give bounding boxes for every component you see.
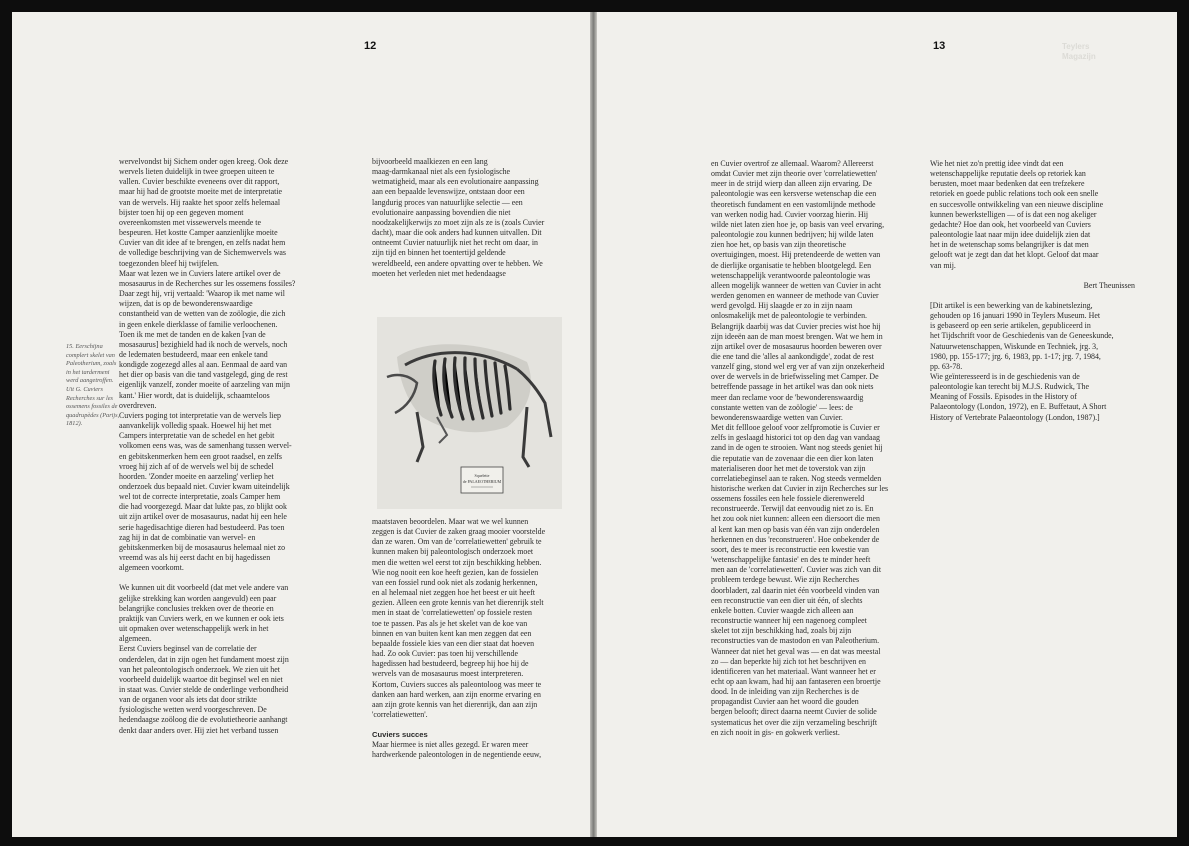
text-line: werden genomen en wanneer de methode van Cuvier xyxy=(711,291,879,301)
text-line: zijn tijd en binnen het toentertijd geldende xyxy=(372,248,506,258)
text-line: echt op aan kwam, had hij aan fantaseren een broertje xyxy=(711,676,881,686)
text-line: noodzakelijkerwijs zo moet zijn als ze is (zoals Cuvier xyxy=(372,217,545,227)
text-line: pp. 63-78. xyxy=(930,361,963,371)
text-line: wilde niet laten zien hoe je, op basis van veel ervaring, xyxy=(711,219,885,229)
text-line: mosasaurus] bezighield had ik noch de wervels, noch xyxy=(119,339,288,349)
text-line: aan zijn grote kennis van het dierenrijk, dan aan zijn xyxy=(372,699,538,709)
text-line: van mij. xyxy=(930,260,956,270)
text-line: theoretisch fundament en een vastomlijnde methode xyxy=(711,199,876,209)
text-line: skelet tot zijn beschikking had, zoals bij zijn xyxy=(711,626,852,636)
text-line: berusten, moet maar bedenken dat een trefzekere xyxy=(930,179,1085,189)
text-line: Met dit felllooe geloof voor zelfpromotie is Cuvier er xyxy=(711,423,880,433)
text-line: en gebitskenmerken hem een groot raadsel, en zelfs xyxy=(119,451,283,461)
text-line: historische werken dat Cuvier in zijn Recherches sur les xyxy=(711,484,889,493)
text-line: gebitskenmerken bij de mosasaurus helemaal niet zo xyxy=(119,542,286,552)
right-column-2 xyxy=(930,159,1135,423)
text-line: Natuurwetenschappen, Wiskunde en Techniek, jrg. 3, xyxy=(930,341,1099,351)
left-column-2-top xyxy=(372,157,568,279)
text-line: wel tot de correcte interpretatie, zoals Camper hem xyxy=(119,492,281,502)
text-line: wervels lieten duidelijk in twee groepen uiteen te xyxy=(119,167,275,177)
text-line: zijn ideeën aan de man moest brengen. Wat we hem in xyxy=(711,331,883,341)
text-line: ontneemt Cuvier natuurlijk niet het recht om daar, in xyxy=(372,238,538,248)
text-line: onderzoek dus bepaald niet. Cuvier kwam uiteindelijk xyxy=(119,482,290,491)
text-line: hoorden. 'Zonder moeite en aarzeling' verliep het xyxy=(119,471,274,481)
text-line: danken aan hard werken, aan zijn enorme ervaring en xyxy=(372,689,541,699)
text-line: eigenlijk vanzelf, zonder moeite of aarzeling van mijn xyxy=(119,380,290,390)
text-line: paleontologie zou kunnen bedrijven; hij wilde laten xyxy=(711,230,874,240)
text-line: propagandist Cuvier aan het woord die gouden xyxy=(711,697,859,707)
text-line: vanzelf ging, stond wel erg ver af van zijn onzekerheid xyxy=(711,362,885,372)
section-heading: Cuviers succes xyxy=(372,730,428,740)
text-line: bergen belooft; direct daarna neemt Cuvier de solide xyxy=(711,707,877,717)
figure-margin-caption: 15. Eerschijna complert skelet van Paleotherium, zoals in het tardermeni werd aangetroffen. Uit G. Cuviers Recherches sur les ossemens fossiles de quadrupèdes (Parijs, 1812). xyxy=(66,343,120,428)
paragraph xyxy=(372,740,568,760)
text-line: materialiseren door het met de toverstok van zijn xyxy=(711,463,866,473)
text-line: zien hoe het, op basis van zijn theoretische xyxy=(711,240,846,250)
text-line: en succesvolle ontwikkeling van een nieuwe discipline xyxy=(930,199,1104,209)
text-line: men die wetten wel eerst tot zijn beschikking hebben. xyxy=(372,557,542,567)
text-line: bepaalde fossiele kies van een dier staat dat hoeven xyxy=(372,638,535,648)
text-line: de ledematen bestudeerd, maar een enkele tand xyxy=(119,349,268,359)
text-line: onderdelen, dat in zijn ogen het fundament moest zijn xyxy=(119,654,289,664)
text-line: mosasaurus in de Recherches sur les ossemens fossiles? xyxy=(119,278,296,288)
text-line: soort, des te meer is reconstructie een kwestie van xyxy=(711,544,869,554)
text-line: Belangrijk daarbij was dat Cuvier precies wist hoe hij xyxy=(711,321,881,331)
text-line: van de wervels. Hij raakte het spoor zelfs helemaal xyxy=(119,197,281,207)
text-line: bijvoorbeeld maalkiezen en een lang xyxy=(372,157,488,166)
text-line: werd gevolgd. Hij slaagde er zo in zijn naam xyxy=(711,301,853,311)
page-number-left: 12 xyxy=(364,40,377,52)
text-line: meer in de strijd wierp dan alleen zijn ervaring. De xyxy=(711,179,872,189)
text-line: History of Vertebrate Palaeontology (London, 1987).] xyxy=(930,412,1100,422)
text-line: binnen en van buiten kent kan men zeggen dat een xyxy=(372,628,532,638)
text-line: Meaning of Fossils. Episodes in the History of xyxy=(930,392,1077,402)
text-line: Kortom, Cuviers succes als paleontoloog was meer te xyxy=(372,679,542,689)
text-line: Maar hiermee is niet alles gezegd. Er waren meer xyxy=(372,740,529,750)
text-line: in staat was. Cuvier stelde de onderlinge verbondheid xyxy=(119,684,289,694)
text-line: Wie geïnteresseerd is in de geschiedenis van de xyxy=(930,371,1080,381)
text-line: volkomen eens was, was de samenhang tussen wervel- xyxy=(119,441,292,451)
text-line: bespeuren. Het kostte Camper aanzienlijke moeite xyxy=(119,228,278,238)
text-line: hardwerkende paleontologen in de negentiende eeuw, xyxy=(372,750,542,760)
text-line: kunnen bewerkstelligen — of is dat een nog akeliger xyxy=(930,209,1097,219)
book-gutter xyxy=(590,12,597,837)
figure-plate-label: de PALAEOTHERIUM xyxy=(462,479,502,484)
text-line: Toen ik me met de tanden en de kaken [van de xyxy=(119,329,266,339)
text-line: van werken nodig had. Cuvier voorzag hierin. Hij xyxy=(711,209,869,219)
text-line: paleontologie kan terecht bij M.J.S. Rudwick, The xyxy=(930,382,1089,392)
text-line: serie hagedisachtige dieren had bestudeerd. Pas toen xyxy=(119,522,285,532)
text-line: gelijke strekking kan worden aangevuld) een paar xyxy=(119,593,277,603)
paragraph xyxy=(930,159,1135,271)
author-signature: Bert Theunissen xyxy=(1083,280,1135,290)
text-line: dacht), maar die ook anders had kunnen uitvallen. Dit xyxy=(372,228,542,238)
text-line: zag hij in dat de combinatie van wervel- en xyxy=(119,532,256,542)
text-line: algemeen. xyxy=(119,634,152,644)
text-line: men in staat de 'correlatiewetten' op fossiele resten xyxy=(372,608,532,618)
text-line: maag-darmkanaal niet als een fysiologische xyxy=(372,167,511,177)
text-line: men aan de 'correlatiewetten'. Cuvier was zich van dit xyxy=(711,565,882,575)
left-column-2-bottom xyxy=(372,517,568,761)
left-column-1 xyxy=(119,157,354,736)
text-line: ossemens fossiles een hele fossiele dierenwereld xyxy=(711,494,865,504)
text-line: van de organen voor als iets dat door strikte xyxy=(119,695,257,705)
text-line: 'correlatiewetten'. xyxy=(372,709,428,719)
text-line: aan een bepaalde levenswijze, ontstaan door een xyxy=(372,187,525,197)
text-line: bewonderenswaardige wetten van Cuvier. xyxy=(711,412,843,422)
text-line: [Dit artikel is een bewerking van de kabinetslezing, xyxy=(930,300,1093,310)
text-line: probleem terdege bewust. Wie zijn Recherches xyxy=(711,575,860,585)
text-line: Maar wat lezen we in Cuviers latere artikel over de xyxy=(119,268,281,278)
text-line: wijzen, dat is op de bewonderenswaardige xyxy=(119,299,253,309)
text-line: herkennen en dus 'reconstrueren'. Hoe onbekender de xyxy=(711,534,880,544)
text-line: wetmatigheid, maar als een evolutionaire aanpassing xyxy=(372,177,539,187)
text-line: hagedissen had bestudeerd, begreep hij hoe hij de xyxy=(372,659,529,669)
paragraph xyxy=(119,583,354,735)
text-line: hedendaagse zoöloog die de evolutietheorie aanhangt xyxy=(119,715,288,725)
text-line: het dier op basis van die tand vastgelegd, ging de rest xyxy=(119,370,288,380)
text-line: van een fossiel rund ook niet als zodanig herkennen, xyxy=(372,577,538,587)
text-line: wervels van de mosasaurus moest interpreteren. xyxy=(372,669,524,679)
text-line: over de wervels in de briefwisseling met Camper. De xyxy=(711,372,879,382)
paragraph xyxy=(372,517,568,720)
text-line: langdurig proces van natuurlijke selectie — een xyxy=(372,197,523,207)
text-line: uit opmaken over wetenschappelijk werk in het xyxy=(119,624,269,634)
text-line: Wie nog nooit een koe heeft gezien, kan de fossielen xyxy=(372,567,539,577)
text-line: zelfs in geslaagd historici tot op den dag van vandaag xyxy=(711,433,880,443)
text-line: enkele botten. Cuvier waagde zich alleen aan xyxy=(711,605,854,615)
text-line: Cuviers poging tot interpretatie van de wervels liep xyxy=(119,410,281,420)
skeleton-illustration xyxy=(377,317,562,509)
text-line: identificeren van het materiaal. Want wanneer het er xyxy=(711,666,876,676)
text-line: moeten het verleden niet met hedendaagse xyxy=(372,268,506,278)
text-line: de volledige beschrijving van de Sichemwervels was xyxy=(119,248,286,258)
text-line: betreffende passage in het artikel was dan ook niets xyxy=(711,382,874,392)
text-line: zijn artikel over de mosasaurus hoorden beweren over xyxy=(711,341,882,351)
text-line: overdreven. xyxy=(119,400,157,410)
text-line: fysiologische wetten werd voorgeschreven. De xyxy=(119,705,267,715)
text-line: alleen mogelijk wanneer de wetten van Cuvier in acht xyxy=(711,280,882,290)
text-line: overeenkomsten met vissewervels meende te xyxy=(119,217,261,227)
text-line: Daar zegt hij, vrij vertaald: 'Waarop ik met name wil xyxy=(119,289,285,299)
text-line: paleontologie was een kersverse wetenschap die een xyxy=(711,189,877,199)
text-line: vreemd was als hij eerst dacht en bij hagedissen xyxy=(119,553,271,563)
text-line: die reputatie van de zovenaar die een dier kon laten xyxy=(711,453,874,463)
paragraph xyxy=(119,157,354,573)
text-line: constante wetten van de zoölogie' — lees: de xyxy=(711,402,853,412)
paleotherium-skeleton-figure xyxy=(377,317,562,509)
text-line: constantheid van de wetten van de zoölogie, die zich xyxy=(119,309,286,319)
text-line: Eerst Cuviers beginsel van de correlatie der xyxy=(119,644,257,654)
text-line: is gebaseerd op een serie artikelen, gepubliceerd in xyxy=(930,321,1091,331)
figure-plate-label: Squelette xyxy=(474,473,490,478)
text-line: We kunnen uit dit voorbeeld (dat met vele andere van xyxy=(119,583,289,593)
text-line: praktijk van Cuviers werk, en we kunnen er ook iets xyxy=(119,613,284,623)
text-line: had. Zo ook Cuvier: pas toen hij verschillende xyxy=(372,649,518,659)
text-line: vroeg hij zich af of de wervels wel bij de schedel xyxy=(119,461,274,471)
text-line: toe te passen. Pas als je het skelet van de koe van xyxy=(372,618,528,628)
text-line: kant.' Hier wordt, dat is duidelijk, schaamteloos xyxy=(119,390,270,400)
text-line: reconstrueerde. Terwijl dat eenvoudig niet zo is. En xyxy=(711,504,874,514)
text-line: en zich nooit in gis- en gokwerk verliest. xyxy=(711,727,840,737)
text-line: dood. In de inleiding van zijn Recherches is de xyxy=(711,687,859,697)
text-line: Wanneer dat niet het geval was — en dat was meestal xyxy=(711,646,881,656)
text-line: Campers interpretatie van de schedel en het gebit xyxy=(119,431,275,441)
text-line: correlatiebeginsel aan te raken. Nog steeds vermelden xyxy=(711,473,882,483)
show-through-line: Teylers xyxy=(1062,42,1090,51)
text-line: wervelvondst bij Sichem onder ogen kreeg. Ook deze xyxy=(119,157,289,166)
text-line: die ene tand die 'alles al aankondigde', zodat de rest xyxy=(711,351,874,361)
text-line: zo — dan beperkte hij zich tot het beschrijven en xyxy=(711,656,866,666)
text-line: 1980, pp. 155-177; jrg. 6, 1983, pp. 1-17; jrg. 7, 1984, xyxy=(930,351,1101,361)
text-line: belangrijke conclusies trekken over de theorie en xyxy=(119,603,274,613)
text-line: retoriek en goede public relations toch ook een snelle xyxy=(930,189,1099,199)
text-line: wetenschappelijke reputatie deels op retoriek kan xyxy=(930,169,1086,179)
text-line: vallen. Cuvier beschikte eveneens over dit rapport, xyxy=(119,177,280,187)
text-line: voorbeeld duidelijk waartoe dit beginsel wel en niet xyxy=(119,674,283,684)
text-line: onlosmakelijk met de paleontologie te verbinden. xyxy=(711,311,868,321)
text-line: zand in de ogen te strooien. Want nog steeds geniet hij xyxy=(711,443,883,453)
text-line: maatstaven beoordelen. Maar wat we wel kunnen xyxy=(372,517,529,526)
show-through-text xyxy=(1062,42,1096,62)
text-line: wetenschappelijk verantwoorde paleontologie was xyxy=(711,270,871,280)
text-line: omdat Cuvier met zijn theorie over 'correlatiewetten' xyxy=(711,169,878,179)
text-line: bijster toen hij op een gegeven moment xyxy=(119,207,244,217)
text-line: Wie het niet zo'n prettig idee vindt dat een xyxy=(930,159,1064,168)
text-line: denkt daar anders over. Hij ziet het verband tussen xyxy=(119,725,279,735)
text-line: aanvankelijk volledig spaak. Hoewel hij het met xyxy=(119,421,272,431)
text-line: toegezonden bleef hij twijfelen. xyxy=(119,258,219,268)
text-line: wereldbeeld, een andere opvatting over te hebben. We xyxy=(372,258,543,268)
text-line: Palaeontology (London, 1972), en E. Buffetaut, A Short xyxy=(930,402,1107,412)
text-line: in geen enkele dierklasse of familie verloochenen. xyxy=(119,319,278,329)
text-line: gedachte? Hoe dan ook, het voorbeeld van Cuviers xyxy=(930,219,1091,229)
text-line: paleontologie laat naar mijn idee duidelijk zien dat xyxy=(930,230,1091,240)
text-line: dan ze waren. Om van de 'correlatiewetten' gebruik te xyxy=(372,537,542,547)
text-line: reconstructie wanneer hij een nagenoeg compleet xyxy=(711,616,867,626)
text-line: overtuigingen, moest. Hij pretendeerde de wetten van xyxy=(711,250,881,260)
text-line: gezien. Alleen een grote kennis van het dierenrijk stelt xyxy=(372,598,544,608)
text-line: het in de wetenschap soms belangrijker is dat men xyxy=(930,240,1089,250)
right-column-1 xyxy=(711,159,921,738)
page-number-right: 13 xyxy=(933,40,946,52)
text-line: en al helemaal niet zeggen hoe het beest er uit heeft xyxy=(372,588,535,598)
text-line: meer dan reclame voor de 'bewonderenswaardig xyxy=(711,392,864,402)
text-line: kondigde zogezegd alles al aan. Eenmaal de aard van xyxy=(119,360,288,370)
text-line: en Cuvier overtrof ze allemaal. Waarom? Allereerst xyxy=(711,159,874,168)
text-line: doorbladert, zal daarin niet één voorbeeld vinden van xyxy=(711,585,880,595)
text-line: van het paleontologisch onderzoek. We zien uit het xyxy=(119,664,280,674)
text-line: gehouden op 16 januari 1990 in Teylers Museum. Het xyxy=(930,311,1101,321)
text-line: al kent kan men op basis van één van zijn onderdelen xyxy=(711,524,880,534)
text-line: de dierlijke organisatie te hebben blootgelegd. Een xyxy=(711,260,872,270)
show-through-line: Magazijn xyxy=(1062,52,1096,61)
text-line: maar hij had de grootste moeite met de interpretatie xyxy=(119,187,283,197)
text-line: systematicus het over die zijn verzameling beschrijft xyxy=(711,717,878,727)
text-line: het Tijdschrift voor de Geschiedenis van de Geneeskunde, xyxy=(930,331,1114,341)
editorial-note xyxy=(930,301,1135,423)
text-line: zeggen is dat Cuvier de zaken graag mooier voorstelde xyxy=(372,527,546,537)
text-line: die had voorgezegd. Maar dat lukte pas, zo blijkt ook xyxy=(119,502,287,512)
text-line: gelooft wat je zegt dan dat het klopt. Geloof dat maar xyxy=(930,250,1099,260)
text-line: Cuvier van dit idee af te brengen, en zelfs nadat hem xyxy=(119,238,286,248)
text-line: een reconstructie van een dier uit één, of slechts xyxy=(711,595,863,605)
text-line: 'wetenschappelijke fantasie' en des te minder heeft xyxy=(711,555,871,565)
text-line: algemeen voorkomt. xyxy=(119,563,184,573)
text-line: evolutionaire aanpassing bovendien die niet xyxy=(372,207,511,217)
text-line: kunnen maken bij paleontologisch onderzoek moet xyxy=(372,547,534,557)
text-line: uit zijn artikel over de mosasaurus, nadat hij een hele xyxy=(119,512,287,522)
text-line: het zou ook niet kunnen: alleen een diersoort die men xyxy=(711,514,880,524)
text-line: reconstructies van de mastodon en van Paleotherium. xyxy=(711,636,880,646)
